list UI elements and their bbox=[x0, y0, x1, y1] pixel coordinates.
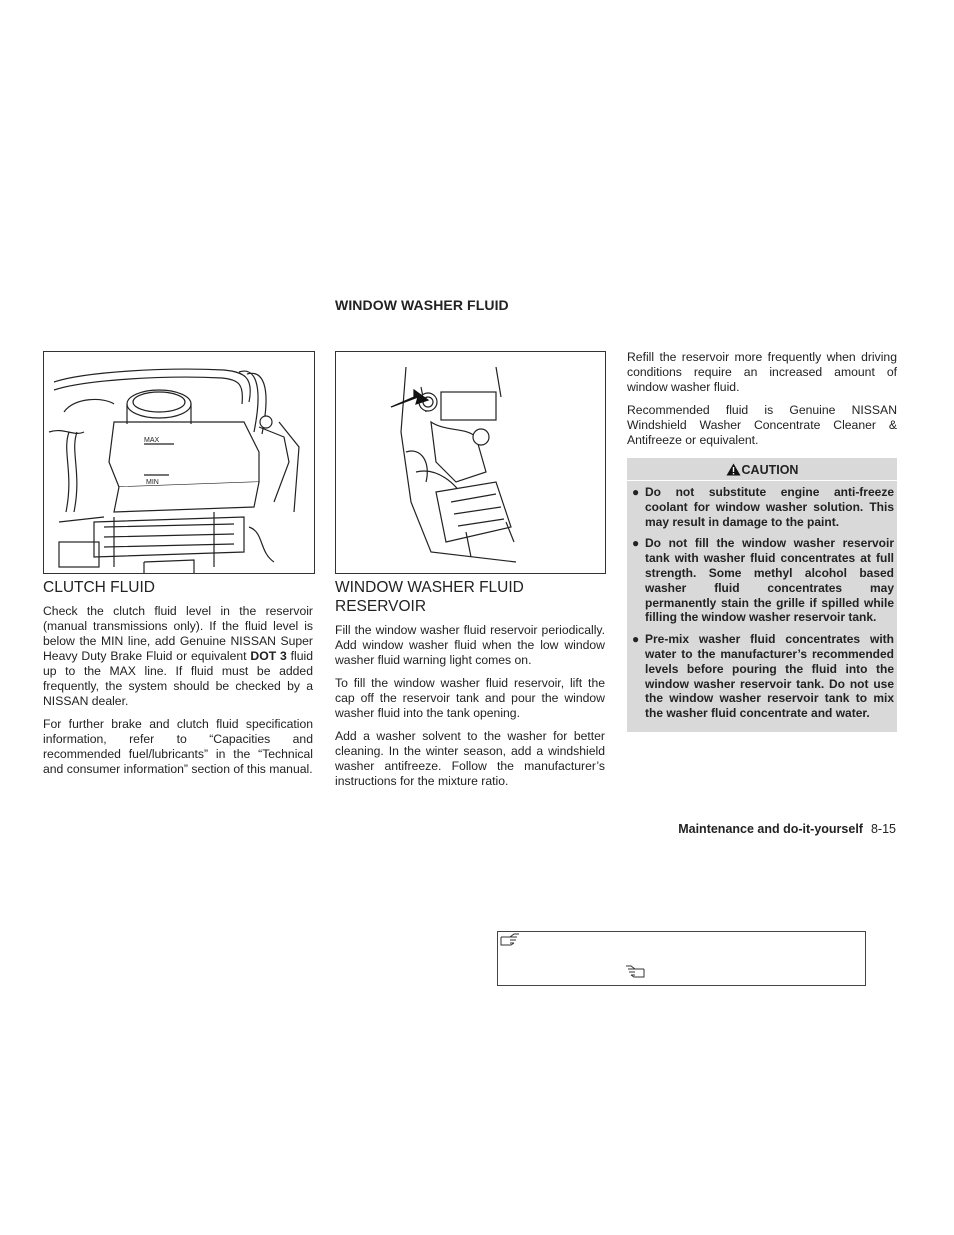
caution-item-text: Do not fill the window washer reservoir tank with washer fluid concentrates at full strength. Some methyl alcohol based washer fluid concentrates may permanently stain the grille if spilled while filling the window washer reservoir tank. bbox=[645, 536, 894, 625]
section-title: WINDOW WASHER FLUID bbox=[335, 297, 509, 313]
washer-fluid-notes bbox=[627, 350, 897, 732]
footer-section-name: Maintenance and do-it-yourself bbox=[678, 822, 863, 836]
caution-header bbox=[627, 460, 897, 481]
pointing-hand-icon bbox=[625, 965, 645, 979]
caution-item-text: Do not substitute engine anti-freeze coolant for window washer solution. This may result in damage to the paint. bbox=[645, 485, 894, 529]
caution-item bbox=[630, 536, 894, 625]
bullet-icon: ● bbox=[632, 632, 640, 647]
bullet-icon: ● bbox=[632, 536, 640, 551]
reference-box bbox=[497, 931, 866, 986]
washer-reservoir-heading: WINDOW WASHER FLUID RESERVOIR bbox=[335, 579, 524, 615]
washer-paragraph-3: Add a washer solvent to the washer for better cleaning. In the winter season, add a windshield washer antifreeze. Follow the manufacturer’s instructions for the mixture ratio. bbox=[335, 729, 605, 788]
pointing-hand-icon bbox=[500, 933, 520, 947]
page-number: 8-15 bbox=[870, 822, 896, 836]
clutch-reservoir-illustration bbox=[43, 351, 315, 574]
caution-list bbox=[630, 485, 894, 721]
dot3-bold: DOT 3 bbox=[250, 649, 287, 663]
min-label: MIN bbox=[146, 479, 159, 486]
washer-reservoir-illustration bbox=[335, 351, 606, 574]
right-paragraph-2: Recommended fluid is Genuine NISSAN Windshield Washer Concentrate Cleaner & Antifreeze or equivalent. bbox=[627, 403, 897, 447]
clutch-fluid-section bbox=[43, 578, 313, 785]
clutch-fluid-heading: CLUTCH FLUID bbox=[43, 579, 155, 596]
max-label: MAX bbox=[144, 437, 160, 444]
caution-item bbox=[630, 485, 894, 529]
page-footer bbox=[678, 822, 896, 836]
washer-reservoir-section bbox=[335, 578, 605, 797]
caution-box bbox=[627, 458, 897, 732]
washer-paragraph-2: To fill the window washer fluid reservoir, lift the cap off the reservoir tank and pour the window washer fluid into the tank opening. bbox=[335, 676, 605, 720]
warning-triangle-icon bbox=[726, 463, 741, 476]
washer-paragraph-1: Fill the window washer fluid reservoir periodically. Add window washer fluid when the low window washer fluid warning light comes on. bbox=[335, 623, 605, 667]
clutch-paragraph-2: For further brake and clutch fluid specification information, refer to “Capacities and recommended fuel/lubricants” in the “Technical and consumer information” section of this manual. bbox=[43, 717, 313, 776]
caution-item bbox=[630, 632, 894, 721]
caution-item-text: Pre-mix washer fluid concentrates with water to the manufacturer’s recommended levels before pouring the fluid into the window washer reservoir tank. Do not use the window washer reservoir tank to mix the washer fluid concentrate and water. bbox=[645, 632, 894, 721]
bullet-icon: ● bbox=[632, 485, 640, 499]
caution-title: CAUTION bbox=[741, 463, 799, 477]
clutch-p1-text-b: fluid up to the MAX line. If fluid must be added frequently, the system should be checked by a NISSAN dealer. bbox=[43, 649, 314, 708]
clutch-paragraph-1 bbox=[43, 604, 313, 709]
right-paragraph-1: Refill the reservoir more frequently when driving conditions require an increased amount of window washer fluid. bbox=[627, 350, 897, 394]
clutch-p1-text-a: Check the clutch fluid level in the reservoir (manual transmissions only). If the fluid level is below the MIN line, add Genuine NISSAN Super Heavy Duty Brake Fluid or equivalent bbox=[43, 604, 313, 663]
